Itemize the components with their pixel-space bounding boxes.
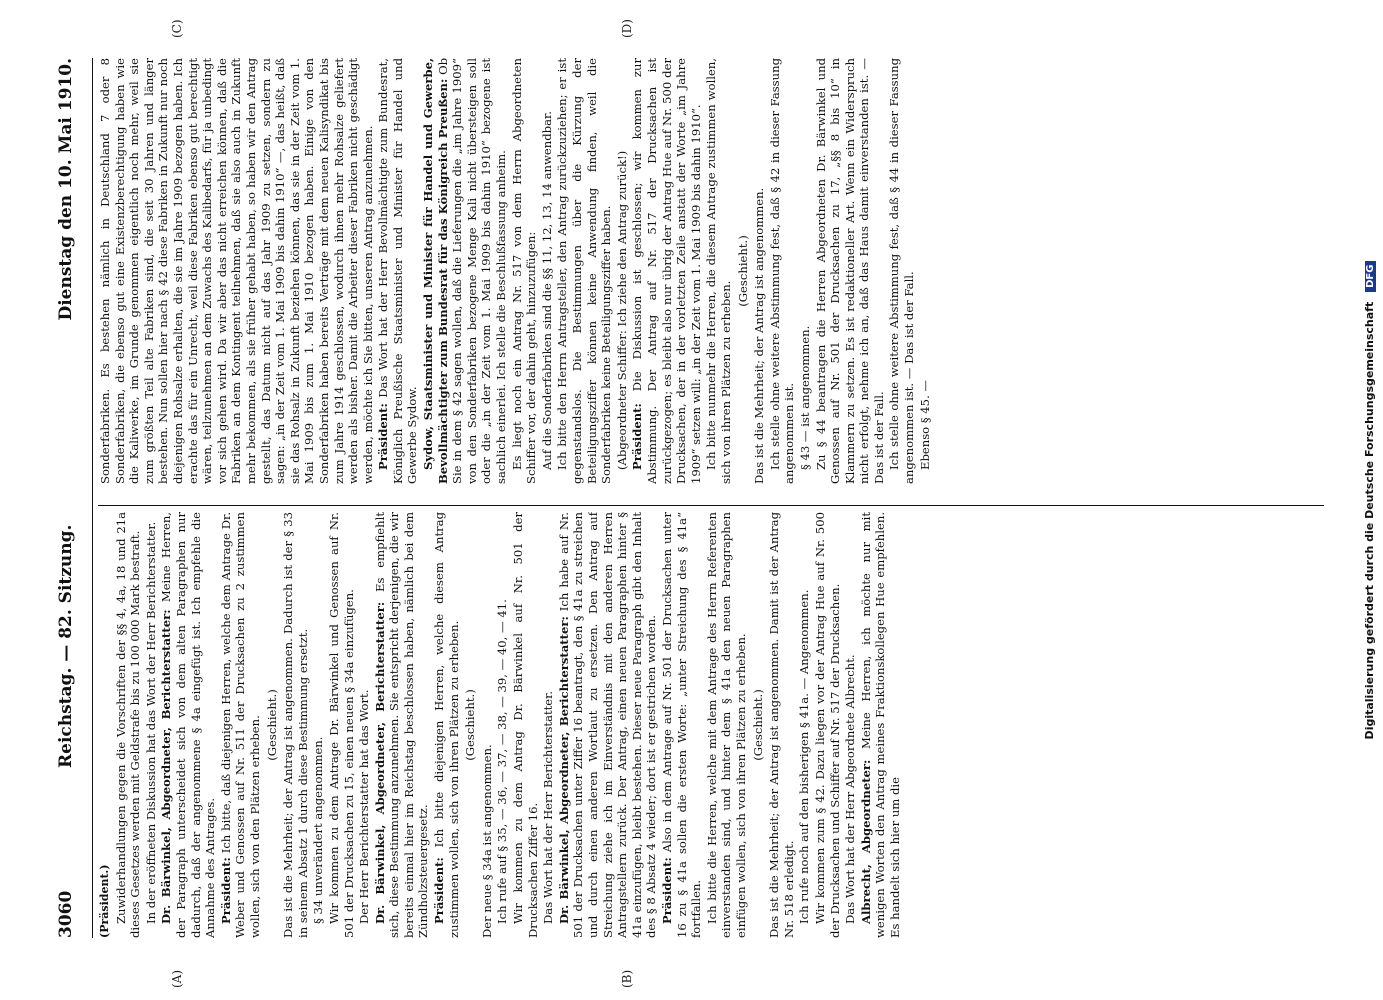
paragraph-text: Also in dem Antrage auf Nr. 501 der Drucksachen unter 16 zu § 41a sollen die ersten Worte: „unter Streichung des § 41a“ fortfallen. (659, 512, 704, 938)
speaker-name: Präsident: (218, 857, 233, 924)
margin-mark-a: (A) (170, 969, 184, 988)
header-rule (92, 58, 93, 938)
paragraph-text: Ich rufe noch auf den bisherigen § 41a. — Angenommen. (797, 589, 812, 924)
paragraph (843, 512, 858, 938)
paragraph (327, 512, 356, 938)
paragraph-text: Ob Sie in dem § 42 sagen wollen, daß die Lieferungen die „im Jahre 1909“ von den Sonderfabriken bezogene Menge Kali nicht übersteigen soll oder die „in der Zeit vom 1. Mai 1909 bis dahin 1910“ bezogene ist sachlich einerlei. Ich stelle die Beschlußfassung anheim. (435, 58, 509, 484)
paragraph-text: In der eröffneten Diskussion hat das Wort der Herr Berichterstatter. (143, 521, 158, 924)
stage-direction (751, 512, 766, 938)
paragraph-text: Ich rufe auf § 35, — 36, — 37, — 38, — 39, — 40, — 41. (495, 599, 510, 924)
paragraph (859, 512, 903, 938)
paragraph (630, 58, 703, 484)
paragraph (887, 58, 916, 484)
speaker-name: Dr. Bärwinkel, Abgeordneter, Berichterstatter: (159, 609, 174, 924)
footer-text: Digitalisierung gefördert durch die Deutsche Forschungsgemeinschaft (1363, 301, 1376, 740)
paragraph-text: Es liegt noch ein Antrag Nr. 517 von dem Herrn Abgeordneten Schiffer vor, der dahin geht, hinzuzufügen: (509, 58, 539, 484)
paragraph (704, 58, 733, 484)
paragraph (421, 58, 509, 484)
paragraph (159, 512, 217, 938)
paragraph-text: (Geschieht.) (750, 689, 765, 761)
paragraph (511, 512, 540, 938)
digitization-footer (1363, 0, 1376, 1000)
header-left-title: Reichstag. — 82. Sitzung. (56, 524, 76, 768)
paragraph-text: Zu § 44 beantragen die Herren Abgeordneten Dr. Bärwinkel und Genossen auf Nr. 501 der Drucksachen zu 17, „§§ 8 bis 10“ in Klammern zu setzen. Es ist redaktioneller Art. Wenn ein Widerspruch nicht erfolgt, nehme ich an, daß das Haus damit einverstanden ist. — Das ist der Fall. (813, 58, 886, 484)
paragraph-text: Es empfiehlt sich, diese Bestimmung anzunehmen. Sie entspricht derjenigen, die wir bereits einmal hier im Reichstag beschlossen haben, nämlich bei dem Zündholzsteuergesetz. (372, 512, 431, 938)
paragraph-text: § 34 unverändert angenommen. (311, 736, 326, 924)
speaker-name: Albrecht, Abgeordneter: (858, 759, 873, 924)
paragraph (98, 58, 375, 484)
stage-direction (265, 512, 280, 938)
left-text-column (98, 512, 1324, 938)
paragraph-text: Ich stelle ohne weitere Abstimmung fest, daß § 42 in dieser Fassung angenommen ist. (767, 58, 797, 484)
paragraph-text: Das ist die Mehrheit; der Antrag ist angenommen. (752, 187, 767, 484)
paragraph-text: Wir kommen zum § 42. Dazu liegen vor der Antrag Hue auf Nr. 500 der Drucksachen und Schiffer auf Nr. 517 der Drucksachen. (812, 512, 842, 938)
paragraph (540, 58, 555, 484)
paragraph-text: (Geschieht.) (735, 235, 750, 307)
paragraph (557, 512, 659, 938)
paragraph (357, 512, 372, 938)
paragraph-text: Ich stelle ohne weitere Abstimmung fest, daß § 44 in dieser Fassung angenommen ist. — Das ist der Fall. (887, 58, 917, 484)
paragraph-text: Meine Herren, ich möchte nur mit wenigen Worten den Antrag meines Fraktionskollegen Hue empfehlen. Es handelt sich hier um die (858, 512, 902, 938)
paragraph-text: Ich bitte, daß diejenigen Herren, welche dem Antrage Dr. Weber und Genossen auf Nr. 511 der Drucksachen zu 2 zustimmen wollen, sich von den Plätzen erheben. (218, 512, 262, 938)
right-text-column (98, 58, 1324, 484)
paragraph-text: (Abgeordneter Schiffer: Ich ziehe den Antrag zurück!) (614, 150, 629, 470)
paragraph (918, 58, 933, 484)
paragraph (144, 512, 159, 938)
paragraph (768, 58, 797, 484)
stage-direction (463, 512, 478, 938)
margin-mark-b: (B) (620, 969, 634, 988)
paragraph (615, 58, 630, 484)
speaker-name: Sydow, Staatsminister und Minister für Handel und Gewerbe, Bevollmächtigter zum Bundesrat für das Königreich Preußen: (421, 58, 450, 484)
paragraph (480, 512, 495, 938)
speaker-name: Präsident: (630, 403, 645, 470)
margin-mark-d: (D) (620, 19, 634, 38)
paragraph-text: Ich habe auf Nr. 501 der Drucksachen unter Ziffer 16 beantragt, den § 41a zu streichen und durch einen anderen Wortlaut zu ersetzen. Den Antrag auf Streichung ziehe ich im Einverständnis mit den anderen Herren Antragstellern zurück. Der Antrag, einen neuen Paragraphen hinter § 41a einzufügen, bleibt bestehen. Dieser neue Paragraph gibt den Inhalt des § 8 Absatz 4 wieder; dort ist er gestrichen worden. (556, 512, 659, 938)
paragraph-text: Ich bitte den Herrn Antragsteller, den Antrag zurückzuziehen; er ist gegenstandslos. Die Bestimmungen über die Kürzung der Beteiligungsziffer können keine Anwendung finden, weil die Sonderfabriken keine Beteiligungsziffer haben. (555, 58, 614, 484)
paragraph-text: Ebenso § 45. — (917, 379, 932, 470)
stage-direction (736, 58, 751, 484)
paragraph-text: Das Wort hat der Herr Abgeordnete Albrecht. (843, 654, 858, 924)
page-header (56, 58, 88, 938)
paragraph-text: Die Diskussion ist geschlossen; wir kommen zur Abstimmung. Der Antrag auf Nr. 517 der Drucksachen ist zurückgezogen; es bleibt also nur übrig der Antrag Hue auf Nr. 500 der Drucksachen, der in der vorletzten Zeile anstatt der Worte „im Jahre 1909“ setzen will: „in der Zeit vom 1. Mai 1909 bis dahin 1910“. (630, 58, 703, 484)
paragraph (752, 58, 767, 484)
paragraph (219, 512, 263, 938)
paragraph-text: Das ist die Mehrheit; der Antrag ist angenommen. Dadurch ist der § 33 in seinem Absatz 1 durch diese Bestimmung ersetzt. (281, 512, 310, 938)
paragraph (495, 512, 510, 938)
paragraph (660, 512, 704, 938)
speaker-name: Präsident: (659, 857, 674, 924)
paragraph (797, 512, 812, 938)
paragraph-text: § 43 — ist angenommen. (797, 325, 812, 470)
paragraph-text: Das Wort hat der Herr Berichterstatter. (541, 690, 556, 924)
speaker-name: Präsident: (432, 857, 447, 924)
paragraph (541, 512, 556, 938)
paragraph (114, 512, 143, 938)
dfg-logo: DFG (1365, 261, 1376, 292)
paragraph (814, 58, 887, 484)
paragraph (798, 58, 813, 484)
paragraph (311, 512, 326, 938)
paragraph-text: Wir kommen zu dem Antrage Dr. Bärwinkel und Genossen auf Nr. 501 der Drucksachen zu 15, einen neuen § 34a einzufügen. (326, 512, 356, 938)
paragraph-text: Wir kommen zu dem Antrag Dr. Bärwinkel auf Nr. 501 der Drucksachen Ziffer 16. (511, 512, 540, 938)
paragraph-text: Zuwiderhandlungen gegen die Vorschriften der §§ 4, 4a, 18 und 21a dieses Gesetzes werden mit Geldstrafe bis zu 100 000 Mark bestraft. (113, 512, 143, 938)
paragraph-text: Meine Herren, der Paragraph unterscheidet sich von dem alten Paragraphen nur dadurch, daß der angenommene § 4a eingefügt ist. Ich empfehle die Annahme des Antrages. (159, 512, 218, 938)
paragraph-text: Das ist die Mehrheit; der Antrag ist angenommen. Damit ist der Antrag Nr. 518 erledigt. (767, 512, 796, 938)
paragraph (705, 512, 749, 938)
paragraph (510, 58, 539, 484)
margin-mark-c: (C) (170, 19, 184, 38)
paragraph-text: Ich bitte diejenigen Herren, welche diesem Antrag zustimmen wollen, sich von ihren Plätzen zu erheben. (432, 512, 461, 938)
header-right-title: Dienstag den 10. Mai 1910. (56, 58, 76, 321)
speaker-name: Präsident: (376, 403, 391, 470)
page-number: 3060 (56, 890, 76, 938)
paragraph (555, 58, 613, 484)
paragraph-text: Das Wort hat der Herr Bevollmächtigte zum Bundesrat, Königlich Preußische Staatsminister und Minister für Handel und Gewerbe Sydow. (376, 58, 420, 484)
paragraph-text: (Präsident.) (98, 864, 111, 938)
paragraph (767, 512, 796, 938)
paragraph-text: Sonderfabriken. Es bestehen nämlich in Deutschland 7 oder 8 Sonderfabriken, die ebenso gut eine Existenzberechtigung haben wie die Kaliwerke, im Grunde genommen eigentlich noch mehr, weil sie zum größten Teil alte Fabriken sind, die seit 30 Jahren und länger bestehen. Nun sollen hier nach § 42 diese Fabriken in Zukunft nur noch diejenigen Rohsalze erhalten, die sie im Jahre 1909 bezogen haben. Ich erachte das für ein Unrecht, weil diese Fabriken ebenso gut berechtigt wären, teilzunehmen an dem Zuwachs des Kalibedarfs, für ja unbedingt vor sich gehen wird. Da wir aber das nicht erreichen können, daß die Fabriken an dem Kontingent teilnehmen, daß sie also auch in Zukunft mehr bekommen, als sie früher gehabt haben, so haben wir den Antrag gestellt, das Datum nicht auf das Jahr 1909 zu setzen, sondern zu sagen: „in der Zeit vom 1. Mai 1909 bis dahin 1910“ —, das heißt, daß sie das Rohsalz in Zukunft beziehen können, das sie in der Zeit vom 1. Mai 1909 bis zum 1. Mai 1910 bezogen haben. Einige von den Sonderfabriken haben bereits Verträge mit dem neuen Kalisyndikat bis zum Jahre 1914 geschlossen, wodurch ihnen mehr Rohsalze geliefert werden als bisher. Damit die Arbeiter dieser Fabriken nicht geschädigt werden, möchte ich Sie bitten, unseren Antrag anzunehmen. (98, 58, 375, 484)
paragraph-text: Der Herr Berichterstatter hat das Wort. (357, 689, 372, 924)
speaker-note (98, 512, 113, 938)
paragraph-text: Ich bitte die Herren, welche mit dem Antrage des Herrn Referenten einverstanden sind, und hinter dem § 41a den neuen Paragraphen einfügen wollen, sich von ihren Plätzen zu erheben. (704, 512, 748, 938)
speaker-name: Dr. Bärwinkel, Abgeordneter, Berichterstatter: (372, 601, 387, 924)
speaker-name: Dr. Bärwinkel, Abgeordneter, Berichterstatter: (556, 616, 571, 924)
paragraph (376, 58, 420, 484)
paragraph-text: Auf die Sonderfabriken sind die §§ 11, 12, 13, 14 anwendbar. (539, 111, 554, 470)
paragraph-text: Ich bitte nunmehr die Herren, die diesem Antrage zustimmen wollen, sich von ihren Plätzen zu erheben. (704, 58, 733, 484)
column-divider (98, 505, 1324, 506)
paragraph (813, 512, 842, 938)
paragraph (373, 512, 431, 938)
paragraph-text: (Geschieht.) (463, 689, 478, 761)
paragraph-text: (Geschieht.) (264, 689, 279, 761)
paragraph (281, 512, 310, 938)
paragraph (432, 512, 461, 938)
paragraph-text: Der neue § 34a ist angenommen. (479, 744, 494, 938)
